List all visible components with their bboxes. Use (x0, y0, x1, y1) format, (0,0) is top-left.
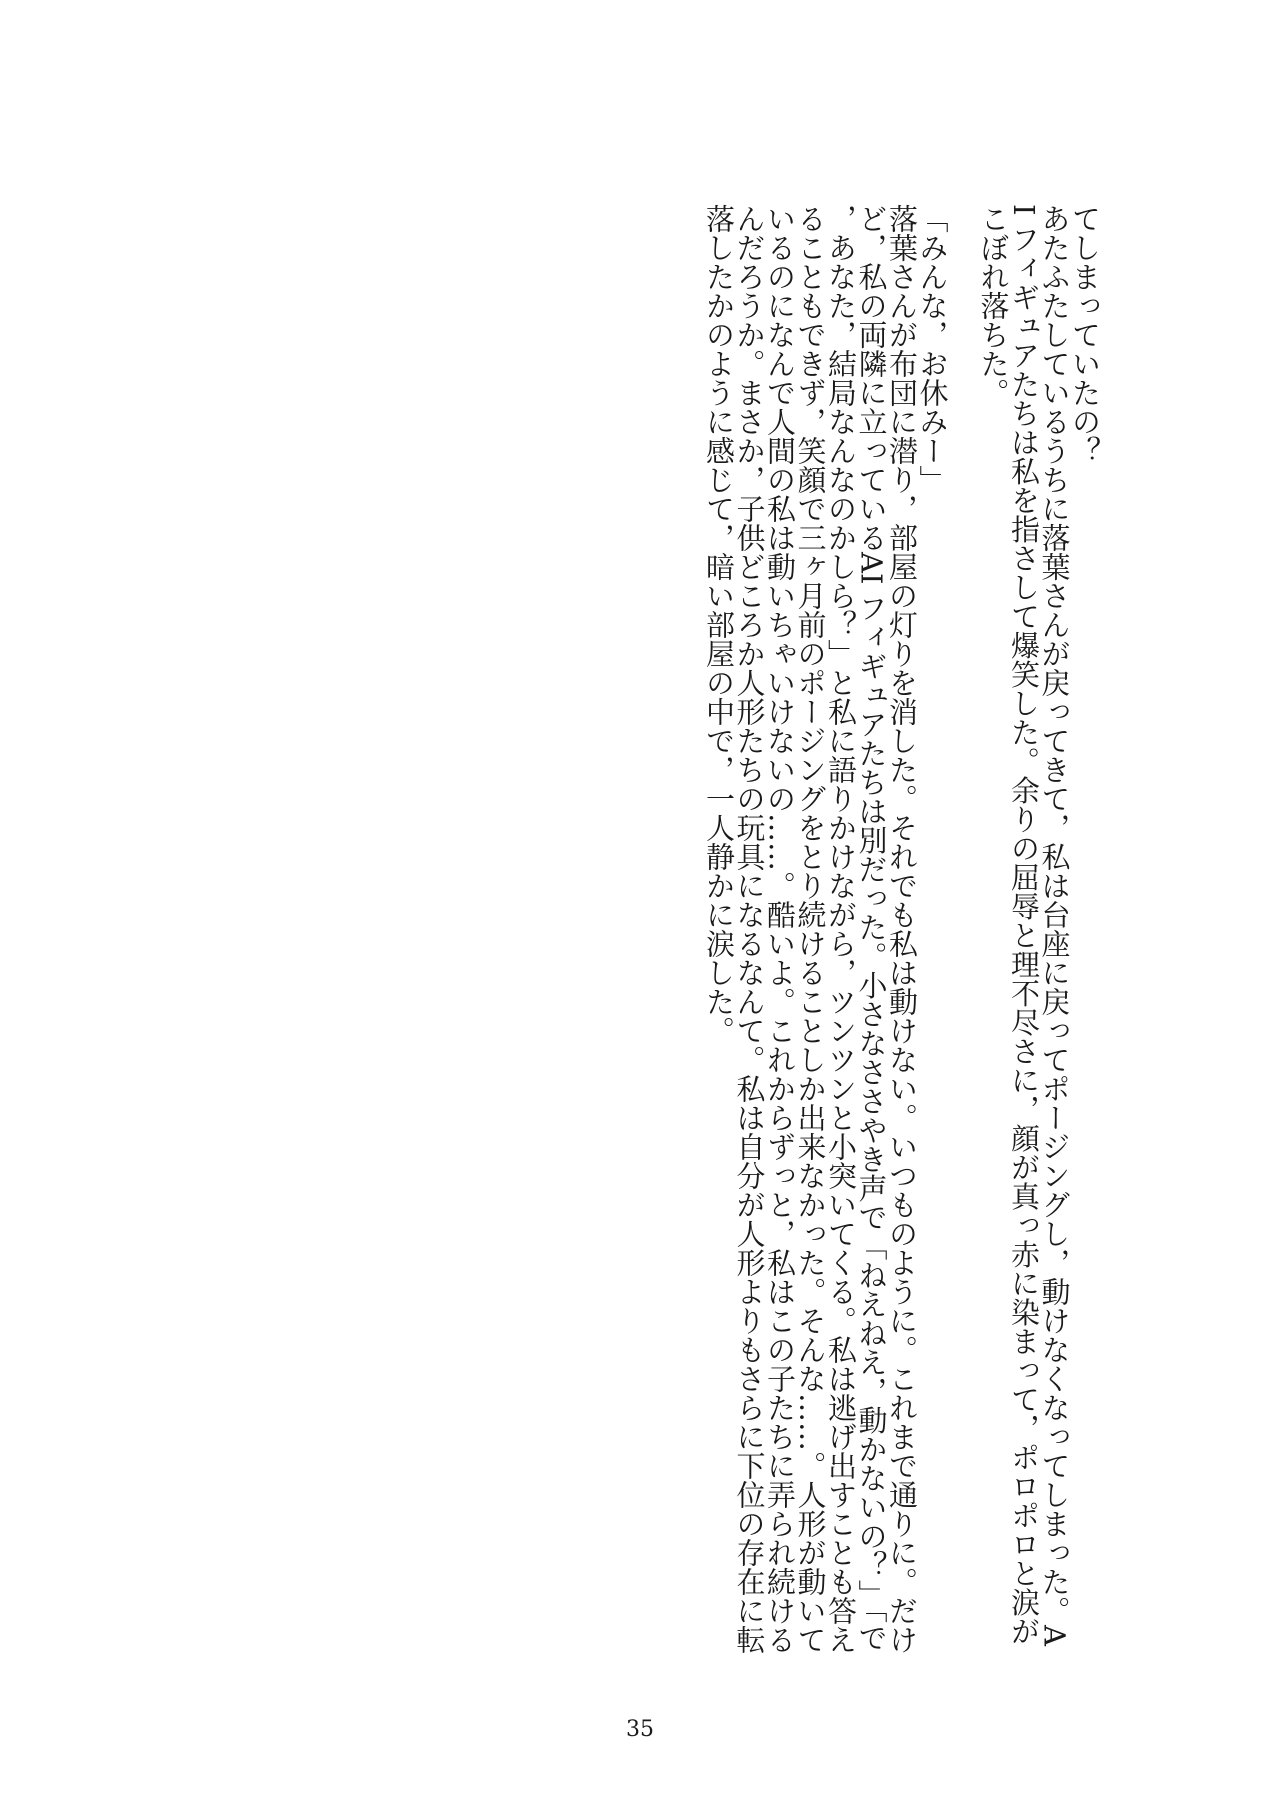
vertical-text-block (160, 204, 1100, 1654)
paragraph-2: あたふたしているうちに落葉さんが戻ってきて，私は台座に戻ってポージングし，動けなくなってしまった。AI フィギュアたちは私を指さして爆笑した。余りの屈辱と理不尽さに，顔が真っ赤に染まって，ポロポロと涙がこぼれ落ちた。 (976, 204, 1072, 1646)
paragraph-3-dialogue: 「みんな，お休みー」 (915, 204, 950, 494)
paragraph-1: てしまっていたの？ (1068, 204, 1102, 465)
page-number: 35 (626, 1717, 654, 1742)
paragraph-4: 落葉さんが布団に潜り，部屋の灯りを消した。それでも私は動けない。いつものように。これまで通りに。だけど，私の両隣に立っているAI フィギュアたちは別だった。小さなささやき声で「ねえねえ，動かないの？」「で，あなた，結局なんなのかしら？」と私に語りかけながら，ツンツンと小突いてくる。私は逃げ出すことも答えることもできず，笑顔で三ヶ月前のポージングをとり続けることしか出来なかった。そんな……。人形が動いているのになんで人間の私は動いちゃいけないの……。酷いよ。これからずっと，私はこの子たちに弄られ続けるんだろうか。まさか，子供どころか人形たちの玩具になるなんて。私は自分が人形よりもさらに下位の存在に転落したかのように感じて，暗い部屋の中で，一人静かに涙した。 (702, 204, 919, 1654)
